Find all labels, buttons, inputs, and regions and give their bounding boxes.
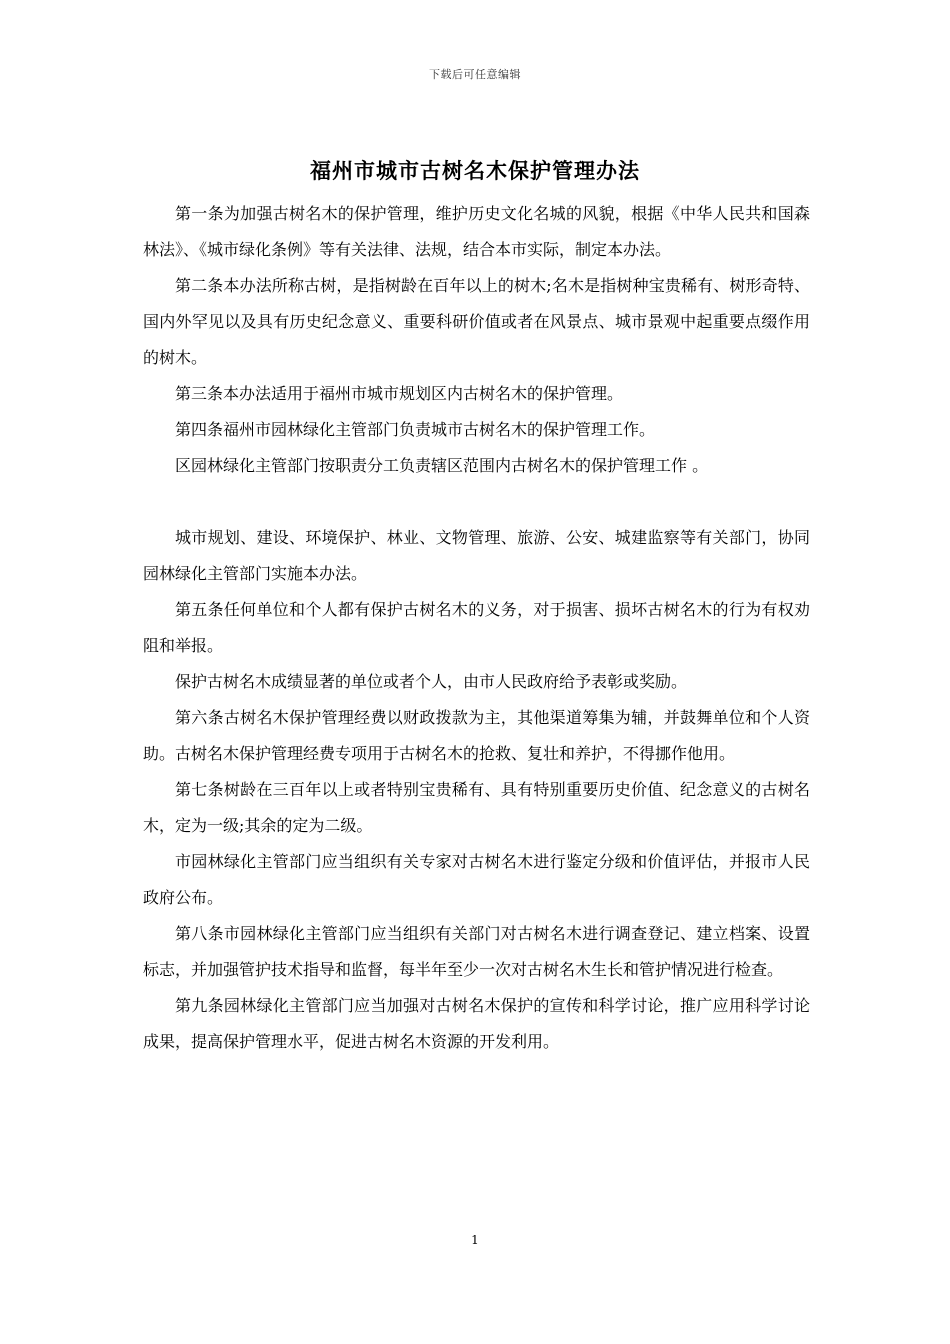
- paragraph-article-7-evaluation: 市园林绿化主管部门应当组织有关专家对古树名木进行鉴定分级和价值评估，并报市人民政府公布。: [143, 852, 810, 907]
- paragraph-article-7: 第七条树龄在三百年以上或者特别宝贵稀有、具有特别重要历史价值、纪念意义的古树名木，定为一级;其余的定为二级。: [143, 780, 810, 835]
- paragraph-article-5: 第五条任何单位和个人都有保护古树名木的义务，对于损害、损坏古树名木的行为有权劝阻和举报。: [143, 600, 810, 655]
- document-body: [143, 196, 810, 1060]
- paragraph-article-3: 第三条本办法适用于福州市城市规划区内古树名木的保护管理。: [175, 384, 624, 403]
- paragraph-article-6: 第六条古树名木保护管理经费以财政拨款为主，其他渠道筹集为辅，并鼓舞单位和个人资助。古树名木保护管理经费专项用于古树名木的抢救、复壮和养护，不得挪作他用。: [143, 708, 810, 763]
- paragraph-article-1: 第一条为加强古树名木的保护管理，维护历史文化名城的风貌，根据《中华人民共和国森林法》、《城市绿化条例》等有关法律、法规，结合本市实际，制定本办法。: [143, 204, 810, 259]
- header-note: 下载后可任意编辑: [429, 68, 521, 81]
- paragraph-article-4-district: 区园林绿化主管部门按职责分工负责辖区范围内古树名木的保护管理工作 。: [175, 456, 709, 475]
- document-title: 福州市城市古树名木保护管理办法: [310, 159, 640, 183]
- paragraph-article-9: 第九条园林绿化主管部门应当加强对古树名木保护的宣传和科学讨论，推广应用科学讨论成果，提高保护管理水平，促进古树名木资源的开发利用。: [143, 996, 810, 1051]
- paragraph-article-2: 第二条本办法所称古树，是指树龄在百年以上的树木;名木是指树种宝贵稀有、树形奇特、国内外罕见以及具有历史纪念意义、重要科研价值或者在风景点、城市景观中起重要点缀作用的树木。: [143, 276, 810, 367]
- paragraph-article-8: 第八条市园林绿化主管部门应当组织有关部门对古树名木进行调查登记、建立档案、设置标志，并加强管护技术指导和监督，每半年至少一次对古树名木生长和管护情况进行检查。: [143, 924, 810, 979]
- page-number: 1: [471, 1233, 479, 1247]
- paragraph-article-4: 第四条福州市园林绿化主管部门负责城市古树名木的保护管理工作。: [175, 420, 656, 439]
- paragraph-article-5-award: 保护古树名木成绩显著的单位或者个人，由市人民政府给予表彰或奖励。: [175, 672, 688, 691]
- paragraph-article-4-departments: 城市规划、建设、环境保护、林业、文物管理、旅游、公安、城建监察等有关部门，协同园林绿化主管部门实施本办法。: [143, 528, 810, 583]
